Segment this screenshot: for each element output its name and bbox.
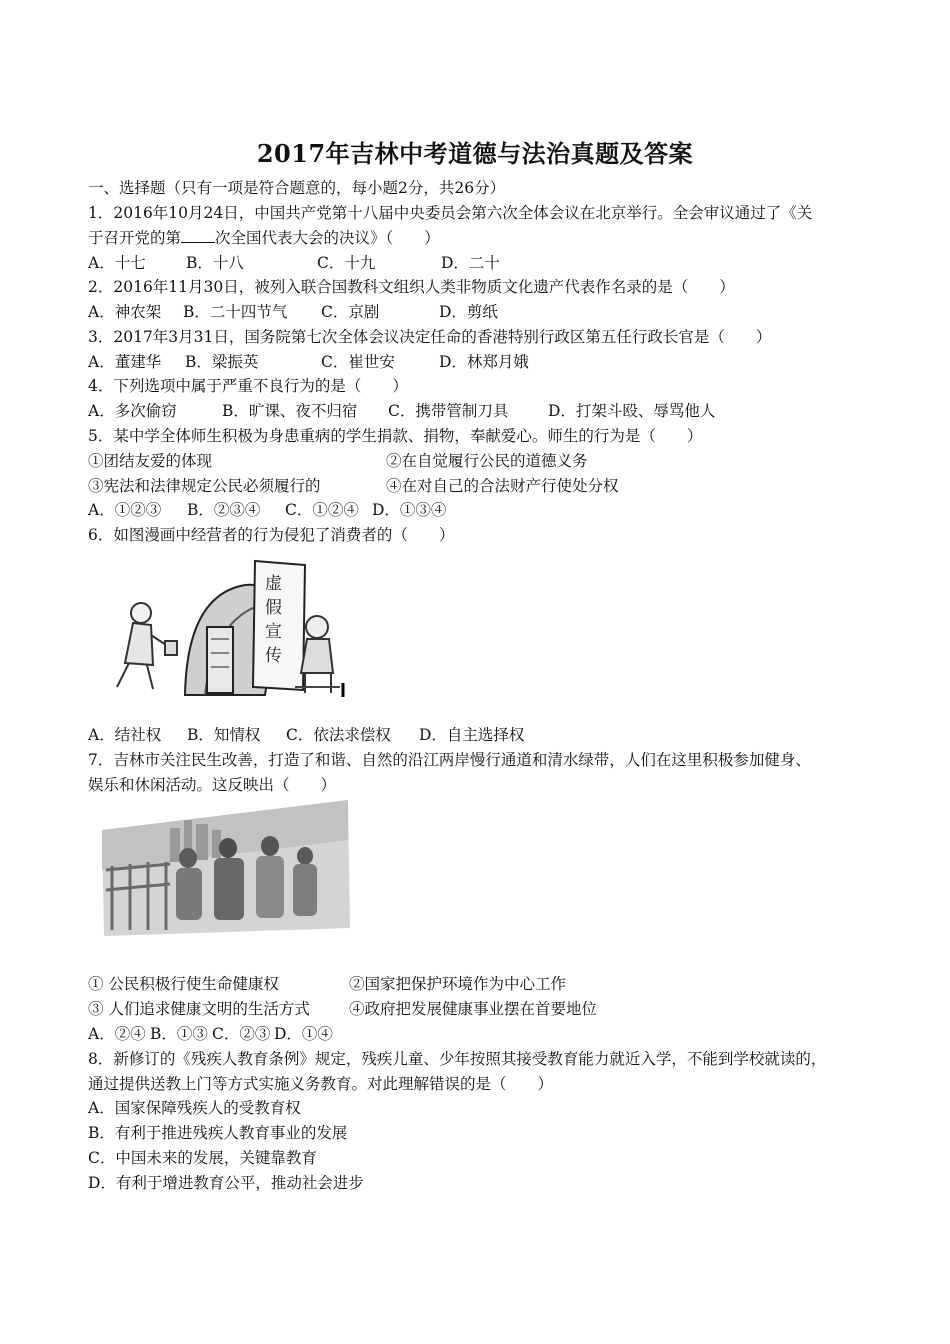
- q5-item-3: ③宪法和法律规定公民必须履行的: [88, 477, 321, 495]
- q5-option-c: C．①②④: [285, 501, 359, 519]
- q1-option-c: C．十九: [317, 254, 376, 272]
- q1-stem-part1: 于召开党的第: [88, 229, 182, 247]
- q2-option-a: A．神农架: [88, 303, 162, 321]
- section-heading: 一、选择题（只有一项是符合题意的，每小题2分，共26分）: [88, 179, 506, 197]
- q5-item-1: ①团结友爱的体现: [88, 452, 213, 470]
- customer-figure: [117, 603, 177, 689]
- q7-option-a: A．②④: [88, 1025, 146, 1043]
- q3-option-b: B．梁振英: [185, 353, 259, 371]
- q6-stem: 6．如图漫画中经营者的行为侵犯了消费者的（ ）: [88, 526, 455, 544]
- sign-char-1: 虚: [265, 574, 282, 594]
- q5-option-a: A．①②③: [88, 501, 162, 519]
- q1-option-d: D．二十: [441, 254, 500, 272]
- q7-item-2: ②国家把保护环境作为中心工作: [349, 975, 567, 993]
- q1-blank: [181, 228, 215, 243]
- q7-item-3: ③ 人们追求健康文明的生活方式: [88, 1000, 310, 1018]
- q8-stem-line1: 8．新修订的《残疾人教育条例》规定，残疾儿童、少年按照其接受教育能力就近入学，不能到学校就读的，: [88, 1050, 827, 1068]
- q8-option-b: B．有利于推进残疾人教育事业的发展: [88, 1124, 348, 1142]
- q3-stem: 3．2017年3月31日，国务院第七次全体会议决定任命的香港特别行政区第五任行政长官是（ ）: [88, 328, 772, 346]
- sign-char-4: 传: [265, 646, 282, 666]
- q6-option-c: C．依法求偿权: [286, 726, 391, 744]
- q7-stem-line2: 娱乐和休闲活动。这反映出（ ）: [88, 776, 337, 794]
- page-title: 2017年吉林中考道德与法治真题及答案: [256, 139, 694, 168]
- q1-stem-line2: [88, 228, 440, 248]
- q6-option-d: D．自主选择权: [419, 726, 525, 744]
- q8-option-a: A．国家保障残疾人的受教育权: [88, 1099, 301, 1117]
- consumer-rights-cartoon: [95, 555, 355, 705]
- q6-option-a: A．结社权: [88, 726, 162, 744]
- q2-option-c: C．京剧: [321, 303, 380, 321]
- q2-option-d: D．剪纸: [439, 303, 498, 321]
- q5-option-d: D．①③④: [372, 501, 447, 519]
- q4-option-b: B．旷课、夜不归宿: [222, 402, 358, 420]
- sign-char-2: 假: [265, 598, 282, 618]
- q7-item-1: ① 公民积极行使生命健康权: [88, 975, 279, 993]
- q1-stem-line1: 1．2016年10月24日，中国共产党第十八届中央委员会第六次全体会议在北京举行。全会审议通过了《关: [88, 204, 813, 222]
- q5-item-2: ②在自觉履行公民的道德义务: [386, 452, 588, 470]
- q7-option-d: D．①④: [274, 1025, 333, 1043]
- q7-option-c: C．②③: [212, 1025, 271, 1043]
- q6-option-b: B．知情权: [187, 726, 261, 744]
- q8-stem-line2: 通过提供送教上门等方式实施义务教育。对此理解错误的是（ ）: [88, 1075, 554, 1093]
- q3-option-c: C．崔世安: [321, 353, 395, 371]
- q3-option-a: A．董建华: [88, 353, 162, 371]
- sign-board: [253, 561, 305, 690]
- q2-option-b: B．二十四节气: [183, 303, 288, 321]
- q1-option-b: B．十八: [186, 254, 244, 272]
- riverside-photo: [100, 800, 352, 938]
- q4-stem: 4．下列选项中属于严重不良行为的是（ ）: [88, 377, 408, 395]
- q4-option-a: A．多次偷窃: [88, 402, 177, 420]
- q8-option-c: C．中国未来的发展，关键靠教育: [88, 1149, 317, 1167]
- q7-stem-line1: 7．吉林市关注民生改善，打造了和谐、自然的沿江两岸慢行通道和清水绿带，人们在这里积极参加健身、: [88, 751, 811, 769]
- q7-item-4: ④政府把发展健康事业摆在首要地位: [349, 1000, 598, 1018]
- q5-item-4: ④在对自己的合法财产行使处分权: [386, 477, 619, 495]
- q5-stem: 5．某中学全体师生积极为身患重病的学生捐款、捐物，奉献爱心。师生的行为是（ ）: [88, 427, 703, 445]
- q8-option-d: D．有利于增进教育公平，推动社会进步: [88, 1174, 364, 1192]
- q2-stem: 2．2016年11月30日，被列入联合国教科文组织人类非物质文化遗产代表作名录的是（ ）: [88, 278, 735, 296]
- q3-option-d: D．林郑月娥: [439, 353, 529, 371]
- q4-option-d: D．打架斗殴、辱骂他人: [548, 402, 716, 420]
- q4-option-c: C．携带管制刀具: [388, 402, 509, 420]
- q7-option-b: B．①③: [150, 1025, 208, 1043]
- sign-char-3: 宣: [265, 622, 282, 642]
- q1-stem-part2: 次全国代表大会的决议》（ ）: [215, 229, 440, 247]
- q1-option-a: A．十七: [88, 254, 146, 272]
- q5-option-b: B．②③④: [187, 501, 261, 519]
